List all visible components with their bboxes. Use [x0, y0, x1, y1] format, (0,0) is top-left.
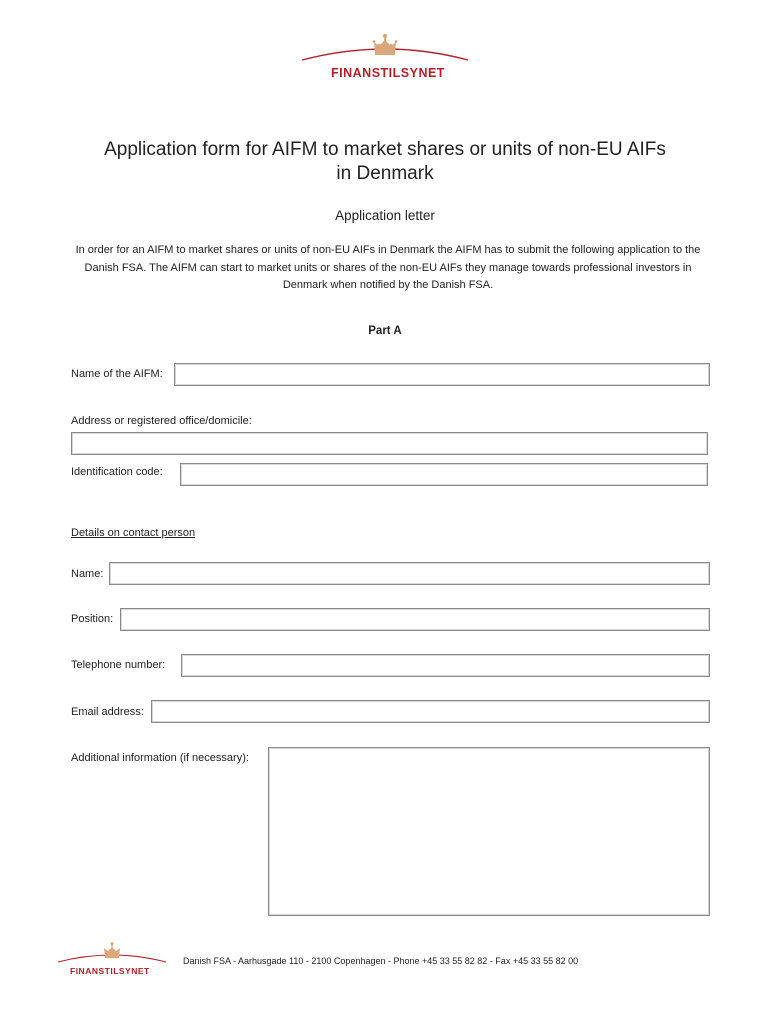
additional-info-label: Additional information (if necessary):: [71, 752, 249, 764]
header-logo-text: FINANSTILSYNET: [331, 66, 445, 80]
telephone-input[interactable]: [181, 654, 710, 677]
aifm-name-label: Name of the AIFM:: [71, 368, 163, 380]
address-label: Address or registered office/domicile:: [71, 415, 252, 427]
email-label: Email address:: [71, 706, 144, 718]
footer-logo: [56, 940, 168, 980]
crown-icon: [300, 30, 470, 70]
identification-code-input[interactable]: [180, 463, 708, 486]
email-input[interactable]: [151, 700, 710, 723]
address-input[interactable]: [71, 432, 708, 455]
aifm-name-input[interactable]: [174, 363, 710, 386]
position-input[interactable]: [120, 608, 710, 631]
page-title: Application form for AIFM to market shares or units of non-EU AIFs in Denmark: [104, 139, 666, 184]
footer-logo-text: FINANSTILSYNET: [70, 966, 150, 976]
page-subtitle: Application letter: [335, 208, 435, 223]
telephone-label: Telephone number:: [71, 659, 166, 671]
header-logo: [300, 30, 470, 86]
contact-person-heading: Details on contact person: [71, 527, 196, 539]
footer-address: Danish FSA - Aarhusgade 110 - 2100 Copenhagen - Phone +45 33 55 82 82 - Fax +45 33 55 82 00: [183, 956, 579, 966]
position-label: Position:: [71, 613, 114, 625]
contact-name-label: Name:: [71, 568, 104, 580]
intro-paragraph: In order for an AIFM to market shares or units of non-EU AIFs in Denmark the AIFM has to submit the following application to the Danish FSA. The AIFM can start to market units or shares of the non-EU AIFs they manage towards professional investors in Denmark when notified by the Danish FSA.: [75, 244, 701, 291]
identification-code-label: Identification code:: [71, 466, 163, 478]
footer-crown-icon: [56, 940, 168, 968]
additional-info-textarea[interactable]: [268, 747, 710, 916]
contact-name-input[interactable]: [109, 562, 710, 585]
part-a-heading: Part A: [368, 325, 402, 337]
